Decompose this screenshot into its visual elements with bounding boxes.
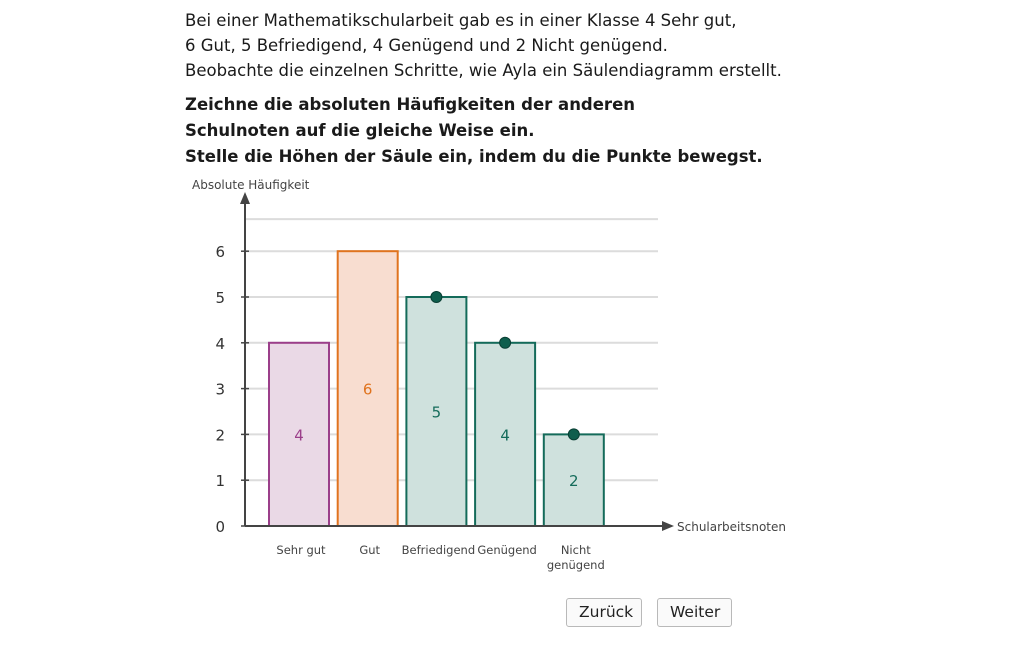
x-axis-arrow	[662, 521, 674, 531]
x-tick-label: genügend	[546, 558, 605, 572]
y-tick-label: 3	[215, 380, 225, 399]
bar-value-label: 5	[431, 403, 442, 422]
bar-height-handle[interactable]	[431, 292, 442, 303]
y-tick-label: 5	[215, 289, 225, 307]
bar-chart[interactable]	[180, 170, 800, 590]
y-tick-label: 1	[215, 472, 225, 491]
intro-line-2: 6 Gut, 5 Befriedigend, 4 Genügend und 2 Nicht genügend.	[185, 36, 668, 55]
intro-line-3: Beobachte die einzelnen Schritte, wie Ayla ein Säulendiagramm erstellt.	[185, 61, 782, 80]
y-tick-label: 2	[215, 426, 225, 445]
bar-value-label: 2	[569, 472, 579, 491]
bar-value-label: 4	[500, 426, 510, 445]
intro-line-1: Bei einer Mathematikschularbeit gab es in einer Klasse 4 Sehr gut,	[185, 11, 737, 30]
x-tick-label: Gut	[359, 543, 381, 557]
x-tick-label: Genügend	[477, 543, 537, 557]
y-tick-label: 6	[215, 243, 225, 262]
x-tick-label: Sehr gut	[276, 543, 326, 557]
y-tick-label: 4	[215, 334, 225, 353]
task-line-3: Stelle die Höhen der Säule ein, indem du die Punkte bewegst.	[185, 147, 763, 166]
bar-height-handle[interactable]	[568, 429, 579, 440]
task-line-1: Zeichne die absoluten Häufigkeiten der anderen	[185, 95, 636, 114]
next-button[interactable]: Weiter	[657, 598, 732, 627]
bar-value-label: 4	[294, 426, 304, 445]
task-line-2: Schulnoten auf die gleiche Weise ein.	[185, 121, 535, 140]
y-axis-arrow	[240, 192, 250, 204]
bar-value-label: 6	[362, 380, 373, 399]
y-tick-label: 0	[215, 518, 225, 536]
y-axis-label: Absolute Häufigkeit	[192, 178, 310, 192]
bar-height-handle[interactable]	[500, 337, 511, 348]
x-axis-label: Schularbeitsnoten	[677, 520, 786, 534]
intro-text	[185, 8, 825, 83]
back-button[interactable]: Zurück	[566, 598, 642, 627]
x-tick-label: Befriedigend	[401, 543, 476, 557]
task-instructions	[185, 92, 825, 170]
x-tick-label: Nicht	[560, 543, 591, 557]
